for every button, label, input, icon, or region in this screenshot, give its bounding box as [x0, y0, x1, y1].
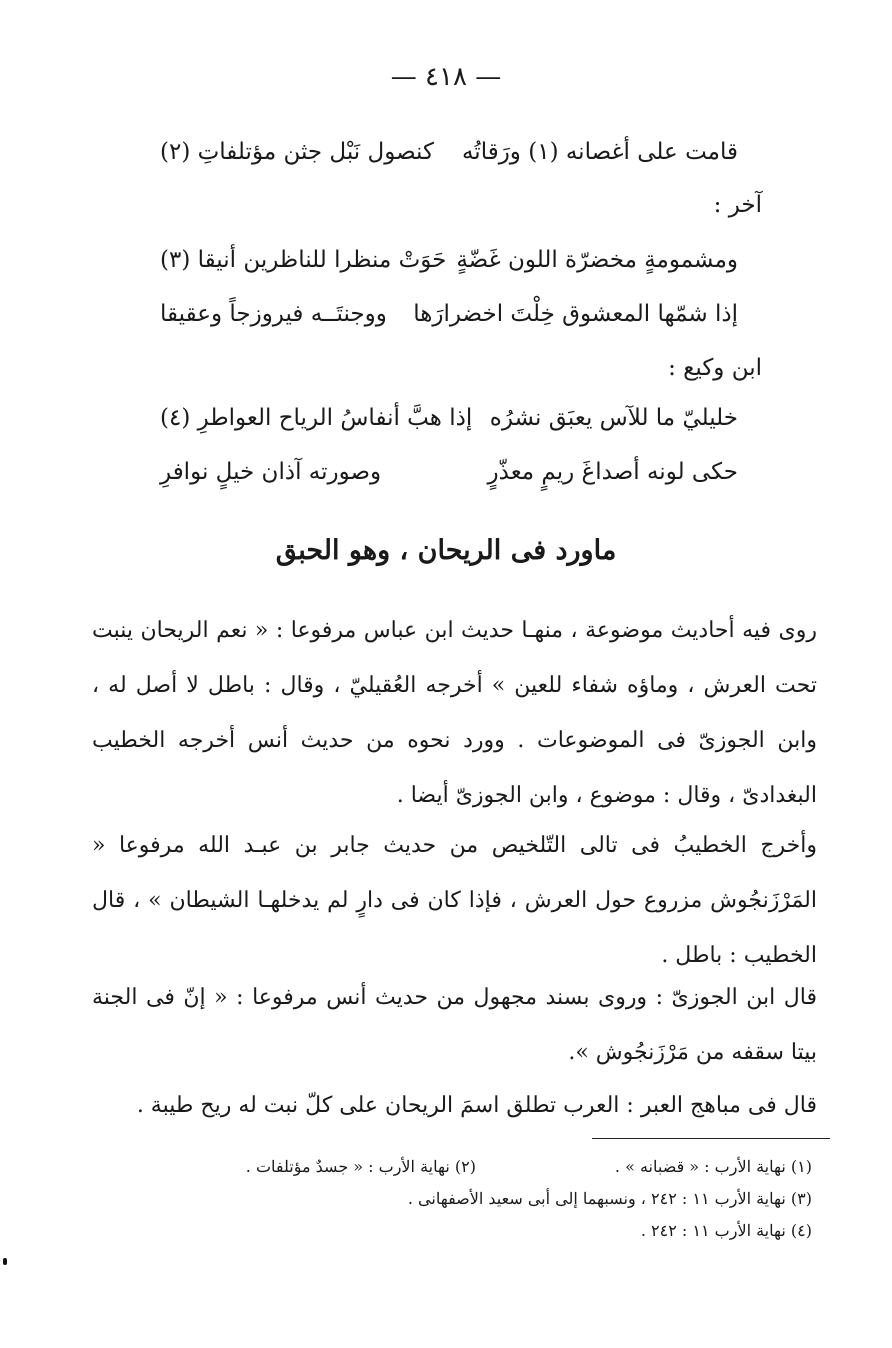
paragraph: قال ابن الجوزىّ : وروى بسند مجهول من حديث أنس مرفوعا : « إنّ فى الجنة بيتا سقفه من مَرْزَنجُوش ».	[92, 985, 817, 1065]
scan-mark	[3, 1258, 7, 1265]
footnote: (٤) نهاية الأرب ١١ : ٢٤٢ .	[640, 1221, 812, 1240]
verse-second-hemistich: كنصول نَبْل جثن مؤتلفاتِ (٢)	[160, 139, 434, 165]
verse-second-hemistich: إذا هبَّ أنفاسُ الرياح العواطرِ (٤)	[160, 405, 473, 431]
verse-first-hemistich: ومشمومةٍ مخضرّة اللون غَضّةٍ	[456, 247, 738, 273]
footnote-line	[100, 1184, 812, 1213]
verse-second-hemistich: وصورته آذان خيلٍ نوافرِ	[160, 459, 382, 485]
paragraph: قال فى مباهج العبر : العرب تطلق اسمَ الريحان على كلّ نبت له ريح طيبة .	[136, 1093, 817, 1118]
verse-first-hemistich: حكى لونه أصداغَ ريمٍ معذّرٍ	[487, 459, 738, 485]
poet-label: ابن وكيع :	[668, 355, 762, 381]
paragraph: وأخرج الخطيبُ فى تالى التّلخيص من حديث جابر بن عبـد الله مرفوعا « المَرْزَنجُوش مزروع حول العرش ، فإذا كان فى دارٍ لم يدخلهـا الشيطان » ، قال الخطيب : باطل .	[92, 833, 817, 968]
verse-second-hemistich: ووجنتَــه فيروزجاً وعقيقا	[160, 301, 387, 327]
verse-first-hemistich: إذا شمّها المعشوق خِلْتَ اخضرارَها	[413, 301, 738, 327]
verse-first-hemistich: قامت على أغصانه (١) ورَقاتُه	[461, 139, 738, 165]
footnote: (١) نهاية الأرب : « قضبانه » .	[614, 1157, 812, 1176]
footnote-divider	[592, 1138, 830, 1139]
poet-label: آخر :	[713, 192, 762, 218]
verse-first-hemistich: خليليّ ما للآس يعبَق نشرُه	[489, 405, 738, 431]
page-number: — ٤١٨ —	[390, 62, 502, 92]
section-heading: ماورد فى الريحان ، وهو الحبق	[275, 535, 617, 566]
footnote: (٣) نهاية الأرب ١١ : ٢٤٢ ، ونسبهما إلى أبى سعيد الأصفهانى .	[407, 1189, 812, 1208]
footnote: (٢) نهاية الأرب : « جسدٌ مؤتلفات .	[245, 1157, 476, 1176]
verse	[160, 396, 738, 440]
verse	[160, 292, 738, 336]
verse	[160, 238, 738, 282]
verse	[160, 450, 738, 494]
paragraph: روى فيه أحاديث موضوعة ، منهـا حديث ابن عباس مرفوعا : « نعم الريحان ينبت تحت العرش ، وماؤه شفاء للعين » أخرجه العُقيليّ ، وقال : باطل لا أصل له ، وابن الجوزىّ فى الموضوعات . وورد نحوه من حديث أنس أخرجه الخطيب البغدادىّ ، وقال : موضوع ، وابن الجوزىّ أيضا .	[92, 618, 817, 808]
verse	[160, 130, 738, 174]
footnote-line	[100, 1216, 812, 1245]
footnote-line	[100, 1152, 812, 1181]
verse-second-hemistich: حَوَتْ منظرا للناظرين أنيقا (٣)	[160, 247, 447, 273]
